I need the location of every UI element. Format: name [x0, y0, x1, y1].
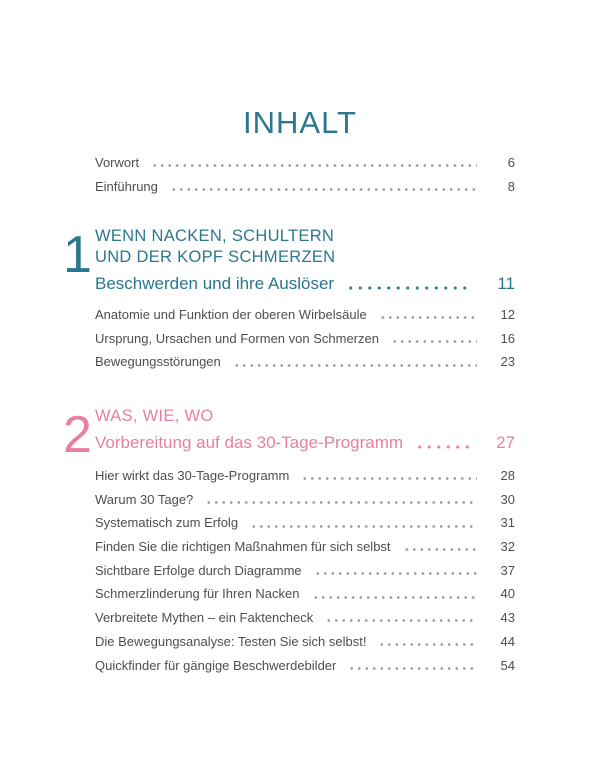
toc-row [95, 559, 515, 583]
toc-row [95, 350, 515, 374]
dot-leader [151, 164, 477, 167]
toc-entry-label: Einführung [95, 178, 158, 194]
toc-entry-page: 16 [500, 330, 515, 346]
toc-row [95, 488, 515, 512]
dot-leader [250, 525, 477, 528]
chapter-1-page: 11 [497, 274, 515, 293]
toc-row [95, 654, 515, 678]
chapter-1-header [63, 226, 515, 295]
toc-entry-page: 30 [500, 491, 515, 507]
toc-entry-label: Ursprung, Ursachen und Formen von Schmerzen [95, 330, 379, 346]
chapter-1-title-line-1: WENN NACKEN, SCHULTERN [95, 227, 335, 245]
dot-leader [325, 619, 477, 622]
toc-entry-page: 8 [507, 178, 515, 194]
chapter-1-subtitle: Beschwerden und ihre Auslöser [95, 274, 335, 293]
toc-row [95, 606, 515, 630]
front-matter-list [95, 151, 515, 198]
toc-entry-page: 28 [500, 468, 515, 483]
chapter-2-number: 2 [63, 406, 92, 464]
toc-entry-page: 32 [500, 539, 515, 555]
dot-leader [312, 596, 478, 599]
chapter-1-entries [95, 303, 515, 374]
dot-leader [391, 340, 477, 343]
toc-row-vorwort [95, 151, 515, 175]
toc-row [95, 511, 515, 535]
toc-entry-label: Quickfinder für gängige Beschwerdebilder [95, 657, 337, 673]
chapter-1-heading [95, 226, 515, 295]
toc-entry-label: Systematisch zum Erfolg [95, 515, 239, 531]
toc-entry-label: Finden Sie die richtigen Maßnahmen für sich selbst [95, 539, 391, 555]
chapter-1-title-line-2: UND DER KOPF SCHMERZEN [95, 248, 336, 266]
page-title: INHALT [243, 104, 357, 140]
toc-entry-page: 54 [500, 657, 515, 673]
dot-leader [403, 548, 477, 551]
toc-entry-label: Anatomie und Funktion der oberen Wirbelsäule [95, 307, 367, 322]
toc-entry-label: Warum 30 Tage? [95, 491, 194, 507]
toc-row [95, 535, 515, 559]
toc-entry-page: 44 [500, 633, 515, 649]
chapter-2-heading [95, 406, 515, 458]
dot-leader [205, 501, 477, 504]
toc-entry-page: 37 [500, 562, 515, 578]
toc-entry-label: Vorwort [95, 155, 140, 170]
chapter-1-subtitle-row [95, 273, 515, 295]
dot-leader [170, 188, 477, 191]
toc-entry-page: 12 [500, 307, 515, 322]
toc-row [95, 582, 515, 606]
toc-entry-label: Die Bewegungsanalyse: Testen Sie sich selbst! [95, 633, 367, 649]
toc-row [95, 464, 515, 488]
toc-row [95, 303, 515, 327]
dot-leader [314, 572, 477, 575]
dot-leader [348, 667, 477, 670]
toc-row-einfuehrung [95, 175, 515, 199]
dot-leader [378, 643, 477, 646]
chapter-2-entries [95, 464, 515, 677]
dot-leader [233, 364, 477, 367]
toc-entry-page: 23 [500, 354, 515, 370]
toc-row [95, 327, 515, 351]
toc-entry-label: Verbreitete Mythen – ein Faktencheck [95, 610, 314, 626]
dot-leader [301, 477, 477, 480]
chapter-2-title-line-1: WAS, WIE, WO [95, 407, 214, 425]
toc-entry-page: 31 [500, 515, 515, 531]
toc-entry-label: Bewegungsstörungen [95, 354, 221, 370]
toc-entry-label: Hier wirkt das 30-Tage-Programm [95, 468, 290, 483]
dot-leader [415, 445, 471, 449]
toc-entry-page: 43 [500, 610, 515, 626]
toc-entry-page: 40 [500, 586, 515, 602]
chapter-2-header [63, 406, 515, 464]
chapter-2-subtitle: Vorbereitung auf das 30-Tage-Programm [95, 433, 404, 452]
toc-entry-label: Sichtbare Erfolge durch Diagramme [95, 562, 302, 578]
chapter-2-page: 27 [496, 433, 515, 452]
dot-leader [379, 316, 477, 319]
toc-entry-label: Schmerzlinderung für Ihren Nacken [95, 586, 300, 602]
toc-row [95, 630, 515, 654]
chapter-2-subtitle-row [95, 432, 515, 454]
dot-leader [346, 286, 471, 290]
chapter-1-number: 1 [63, 226, 92, 284]
toc-entry-page: 6 [507, 155, 515, 170]
